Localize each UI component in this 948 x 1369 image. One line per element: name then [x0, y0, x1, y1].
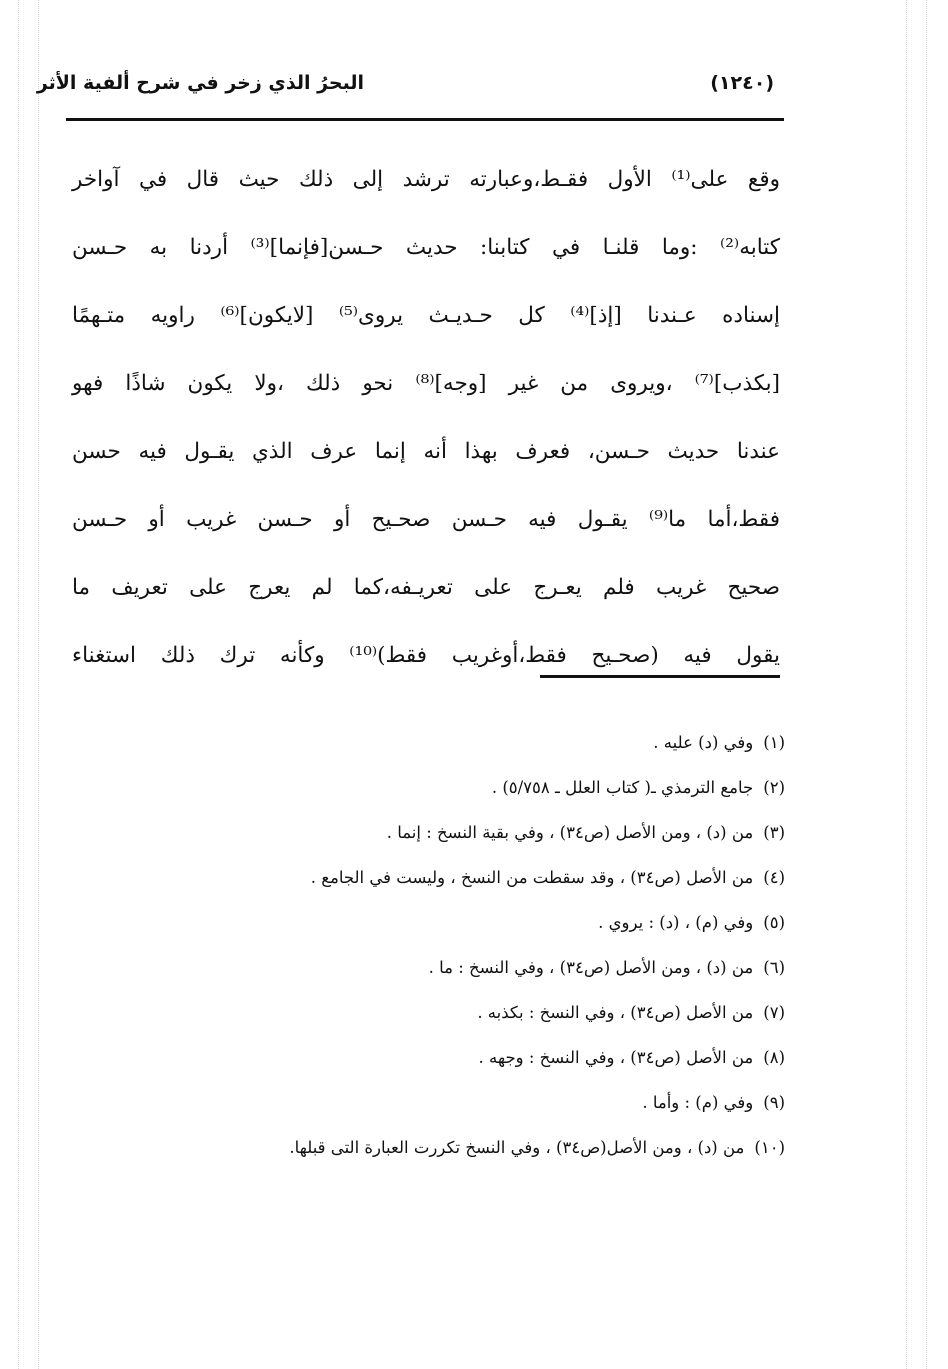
footnote-item: [140, 998, 785, 1043]
footnote-number: (٧): [763, 1003, 785, 1022]
footnote-item: [140, 863, 785, 908]
text-line: عندنا حديث حـسن، فعرف بهذا أنه إنما عرف الذي يقـول فيه حسن: [72, 439, 780, 464]
book-title: البحرُ الذي زخر في شرح ألفية الأثر: [36, 72, 364, 94]
footnote-number: (٤): [763, 868, 785, 887]
text-line: كتابه⁽²⁾ :وما قلنـا في كتابنا: حديث حـسن[فإنما]⁽³⁾ أردنا به حـسن: [72, 235, 780, 260]
scan-margin-mark: [38, 0, 39, 1369]
footnote-number: (١٠): [754, 1138, 785, 1157]
page-number: (١٢٤٠): [710, 72, 774, 94]
main-text: [72, 146, 780, 690]
footnote-text: من الأصل (ص٣٤) ، وقد سقطت من النسخ ، وليست في الجامع .: [310, 868, 754, 887]
footnote-text: من (د) ، ومن الأصل (ص٣٤) ، وفي النسخ : ما .: [428, 958, 754, 977]
text-line: إسناده عـندنا [إذ]⁽⁴⁾ كل حـديـث يروى⁽⁵⁾ [لايكون]⁽⁶⁾ راويه متـهمًا: [72, 303, 780, 328]
footnote-text: وفي (د) عليه .: [653, 733, 754, 752]
header-divider: [66, 118, 784, 121]
footnote-item: [140, 1133, 785, 1178]
footnote-item: [140, 953, 785, 998]
footnote-text: وفي (م) ، (د) : يروي .: [598, 913, 754, 932]
footnote-number: (٩): [763, 1093, 785, 1112]
footnote-item: [140, 773, 785, 818]
page-header: [36, 70, 786, 112]
text-line: صحيح غريب فلم يعـرج على تعريـفه،كما لم يعرج على تعريف ما: [72, 575, 780, 600]
text-line: يقول فيه (صحـيح فقط،أوغريب فقط)⁽¹⁰⁾ وكأنه ترك ذلك استغناء: [72, 643, 780, 668]
scan-margin-mark: [18, 0, 19, 1369]
footnote-number: (٥): [763, 913, 785, 932]
scan-margin-mark: [906, 0, 907, 1369]
footnote-text: من الأصل (ص٣٤) ، وفي النسخ : وجهه .: [478, 1048, 754, 1067]
footnote-text: من (د) ، ومن الأصل(ص٣٤) ، وفي النسخ تكررت العبارة التى قبلها.: [289, 1138, 745, 1157]
footnote-text: وفي (م) : وأما .: [642, 1093, 754, 1112]
footnote-text: جامع الترمذي ـ( كتاب العلل ـ ٥/٧٥٨) .: [491, 778, 754, 797]
footnote-item: [140, 818, 785, 863]
text-line: [بكذب]⁽⁷⁾ ،ويروى من غير [وجه]⁽⁸⁾ نحو ذلك ،ولا يكون شاذًا فهو: [72, 371, 780, 396]
footnote-number: (٦): [763, 958, 785, 977]
footnote-item: [140, 908, 785, 953]
footnote-divider: [540, 675, 780, 678]
footnotes-section: [140, 728, 785, 1178]
footnote-item: [140, 728, 785, 773]
footnote-number: (٢): [763, 778, 785, 797]
text-line: وقع على⁽¹⁾ الأول فقـط،وعبارته ترشد إلى ذلك حيث قال في آواخر: [72, 167, 780, 192]
footnote-item: [140, 1088, 785, 1133]
footnote-item: [140, 1043, 785, 1088]
footnote-number: (٨): [763, 1048, 785, 1067]
footnote-text: من الأصل (ص٣٤) ، وفي النسخ : بكذبه .: [477, 1003, 754, 1022]
footnote-number: (٣): [763, 823, 785, 842]
text-line: فقط،أما ما⁽⁹⁾ يقـول فيه حـسن صحـيح أو حـسن غريب أو حـسن: [72, 507, 780, 532]
scan-margin-mark: [926, 0, 927, 1369]
footnote-text: من (د) ، ومن الأصل (ص٣٤) ، وفي بقية النسخ : إنما .: [386, 823, 754, 842]
footnote-number: (١): [763, 733, 785, 752]
